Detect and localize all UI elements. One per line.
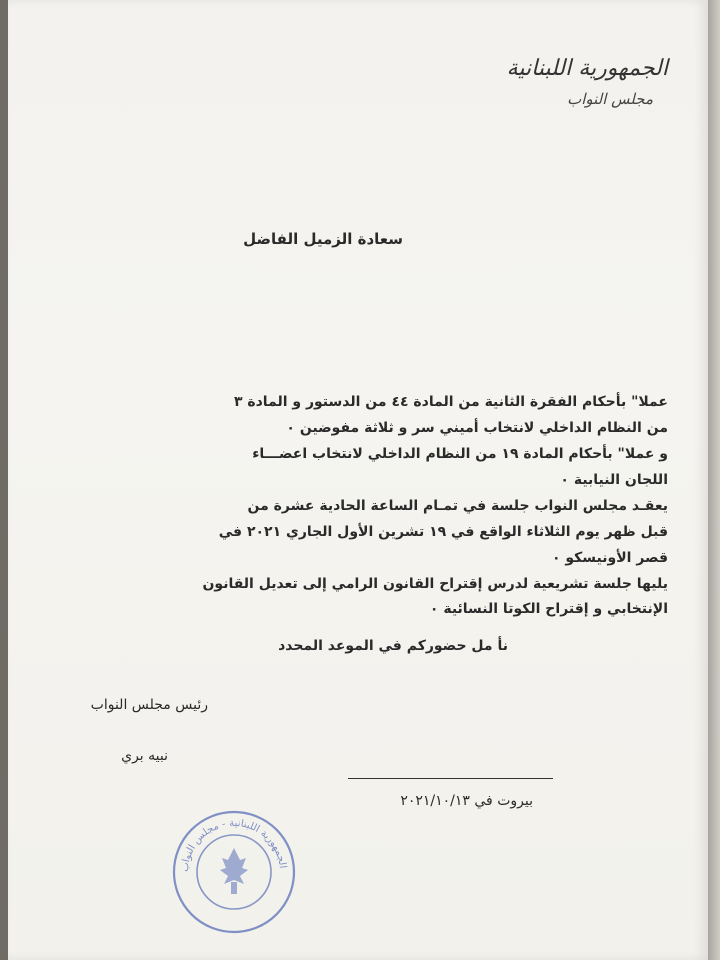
signatory-title: رئيس مجلس النواب: [90, 697, 208, 713]
body-line-5: يعقـد مجلس النواب جلسة في تمـام الساعة الحادية عشرة من: [247, 498, 668, 514]
stamp-text: الجمهورية اللبنانية - مجلس النواب: [179, 817, 288, 873]
letterhead-republic: الجمهورية اللبنانية: [506, 56, 668, 81]
official-stamp-icon: [170, 808, 298, 936]
letterhead-parliament: مجلس النواب: [567, 90, 653, 108]
body-line-9: الإنتخابي و إقتراح الكوتا النسائية ٠: [429, 601, 668, 617]
body-line-8: يليها جلسة تشريعية لدرس إقتراح القانون الرامي إلى تعديل القانون: [202, 576, 668, 592]
body-line-2: من النظام الداخلي لانتخاب أميني سر و ثلاثة مفوضين ٠: [286, 420, 668, 436]
signatory-name: نبيه بري: [121, 748, 168, 764]
date-line: بيروت في ٢٠٢١/١٠/١٣: [400, 793, 533, 809]
signature-line: [348, 778, 553, 779]
body-line-3: و عملا" بأحكام المادة ١٩ من النظام الداخلي لانتخاب اعضـــاء: [252, 446, 668, 462]
body-line-7: قصر الأونيسكو ٠: [551, 550, 668, 566]
body-line-4: اللجان النيابية ٠: [560, 472, 668, 488]
body-line-1: عملا" بأحكام الفقرة الثانية من المادة ٤٤ من الدستور و المادة ٣: [233, 394, 668, 410]
salutation: سعادة الزميل الفاضل: [243, 230, 403, 248]
closing-line: نأ مل حضوركم في الموعد المحدد: [278, 638, 508, 654]
letter-page: [8, 0, 708, 960]
body-line-6: قبل ظهر يوم الثلاثاء الواقع في ١٩ تشرين الأول الجاري ٢٠٢١ في: [218, 524, 668, 540]
